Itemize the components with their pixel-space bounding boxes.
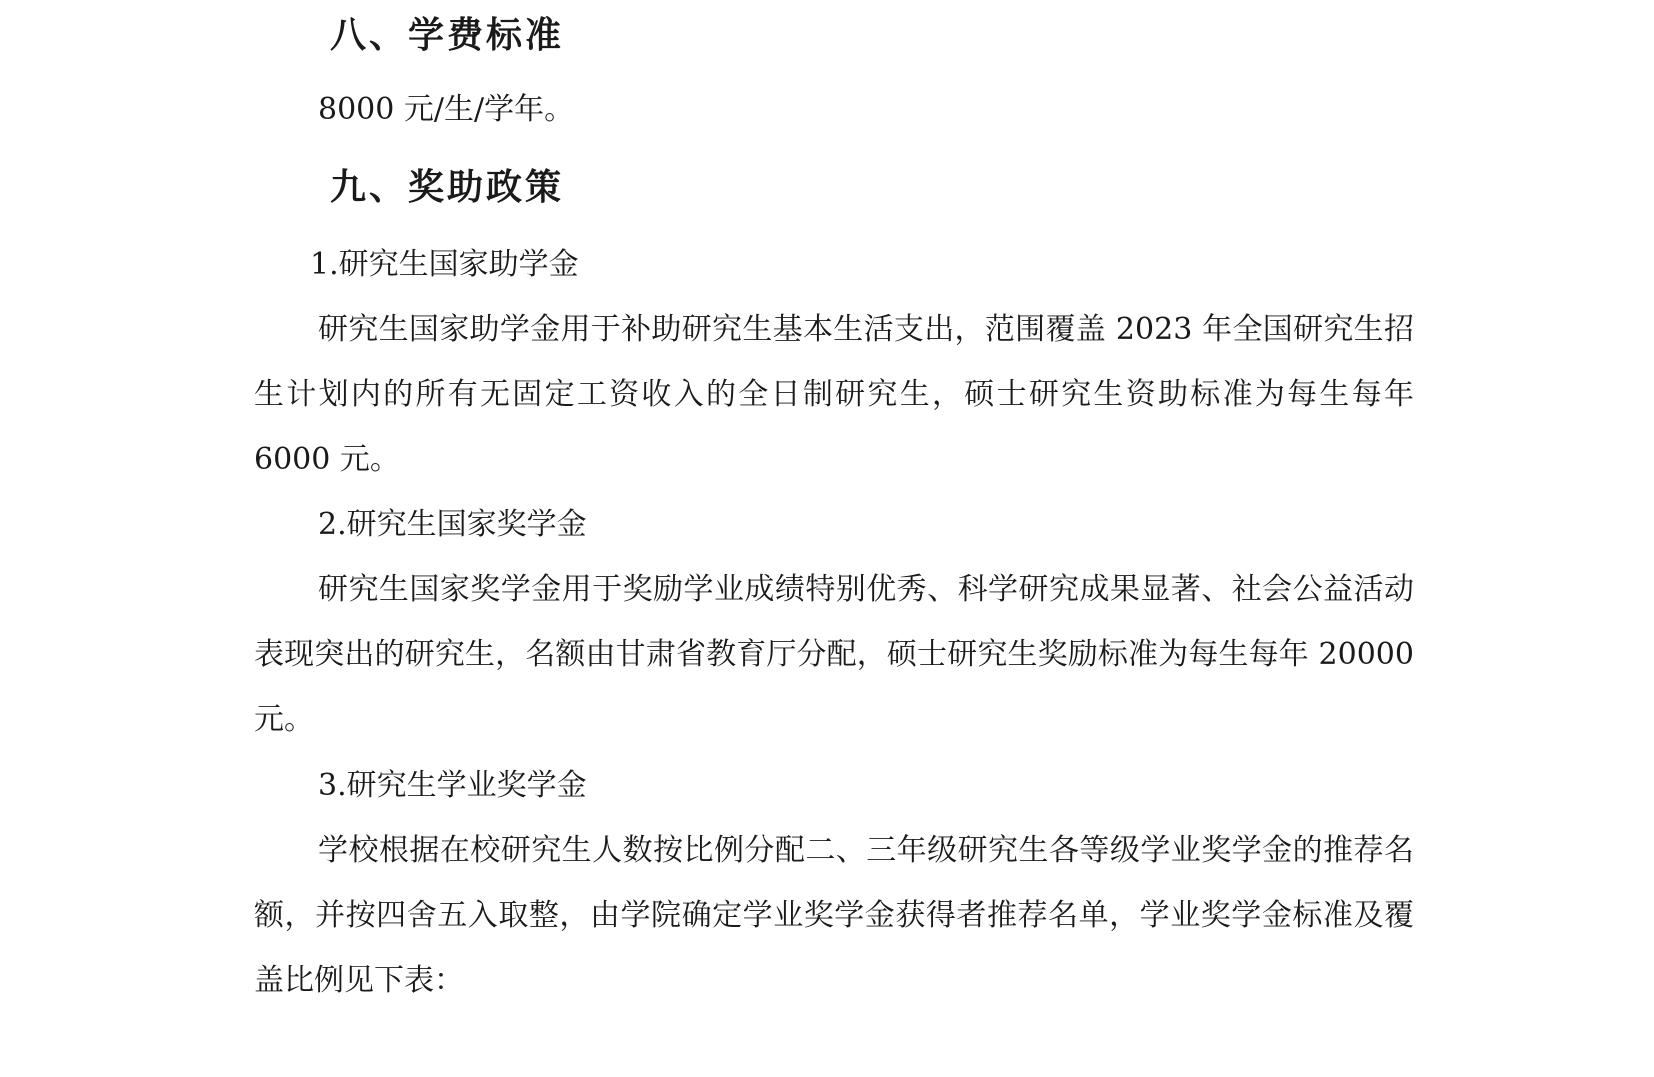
national-scholarship-paragraph	[254, 557, 1414, 752]
national-scholarship-heading: 2.研究生国家奖学金	[318, 507, 587, 542]
national-scholarship-paragraph-text: 研究生国家奖学金用于奖励学业成绩特别优秀、科学研究成果显著、社会公益活动表现突出的研究生，名额由甘肃省教育厅分配，硕士研究生奖励标准为每生每年 20000 元。	[254, 572, 1414, 737]
section-9-title: 九、奖助政策	[330, 167, 565, 208]
tuition-fee-text: 8000 元/生/学年。	[318, 92, 575, 127]
section-8-title: 八、学费标准	[330, 15, 565, 56]
academic-scholarship-paragraph-text: 学校根据在校研究生人数按比例分配二、三年级研究生各等级学业奖学金的推荐名额，并按四舍五入取整，由学院确定学业奖学金获得者推荐名单，学业奖学金标准及覆盖比例见下表：	[254, 833, 1414, 998]
grant-paragraph-text: 研究生国家助学金用于补助研究生基本生活支出，范围覆盖 2023 年全国研究生招生计划内的所有无固定工资收入的全日制研究生，硕士研究生资助标准为每生每年 6000 元。	[254, 312, 1414, 477]
academic-scholarship-heading: 3.研究生学业奖学金	[318, 768, 587, 803]
grant-paragraph	[254, 297, 1414, 492]
grant-heading: 1.研究生国家助学金	[310, 247, 579, 282]
academic-scholarship-paragraph	[254, 818, 1414, 1013]
